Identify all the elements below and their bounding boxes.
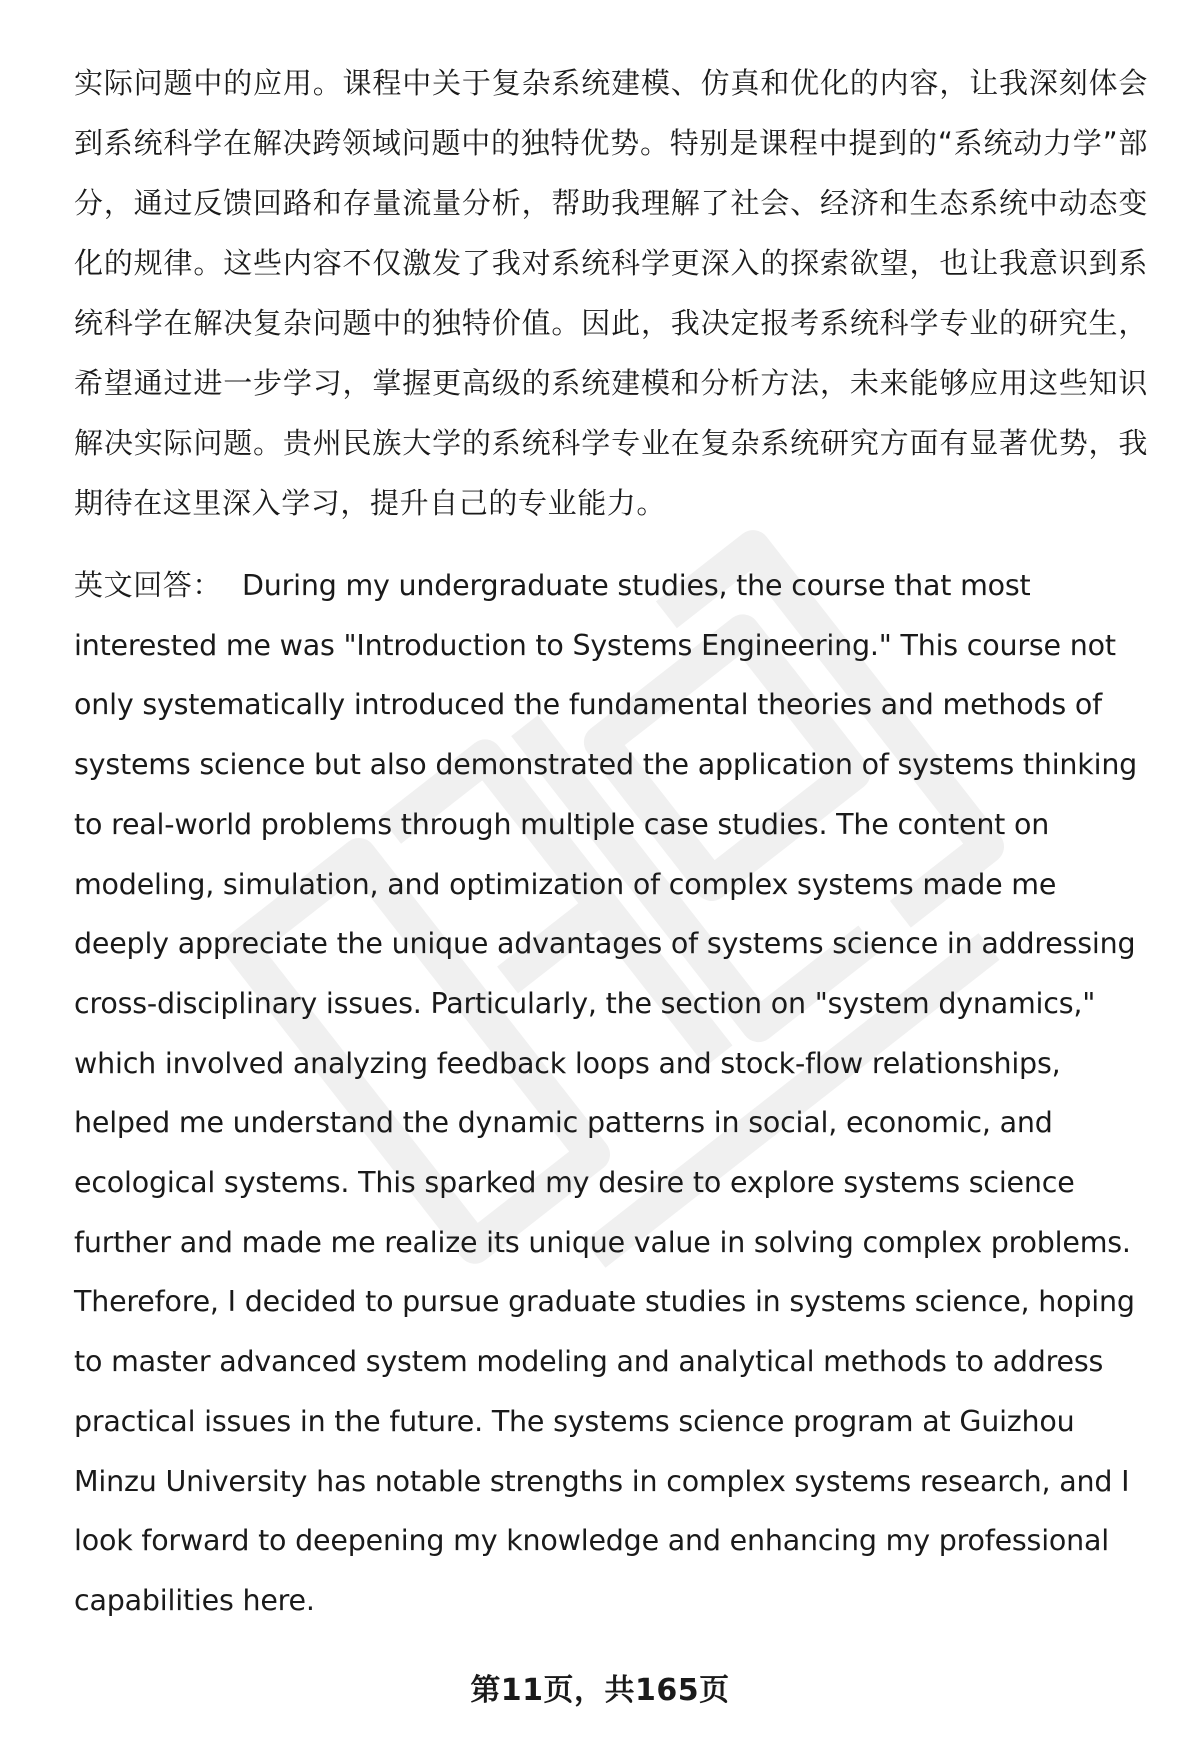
page-number-footer: 第11页，共165页 <box>470 1673 730 1708</box>
chinese-answer-paragraph: 实际问题中的应用。课程中关于复杂系统建模、仿真和优化的内容，让我深刻体会到系统科学在解决跨领域问题中的独特优势。特别是课程中提到的“系统动力学”部分，通过反馈回路和存量流量分析，帮助我理解了社会、经济和生态系统中动态变化的规律。这些内容不仅激发了我对系统科学更深入的探索欲望，也让我意识到系统科学在解决复杂问题中的独特价值。因此，我决定报考系统科学专业的研究生，希望通过进一步学习，掌握更高级的系统建模和分析方法，未来能够应用这些知识解决实际问题。贵州民族大学的系统科学专业在复杂系统研究方面有显著优势，我期待在这里深入学习，提升自己的专业能力。 <box>74 66 1148 520</box>
english-answer-paragraph <box>74 556 1148 1631</box>
english-answer-label: 英文回答： <box>74 568 223 602</box>
english-answer-text: During my undergraduate studies, the course that most interested me was "Introduction to Systems Engineering." This course not only systematically introduced the fundamental theories and methods of systems science but also demonstrated the application of systems thinking to real-world problems through multiple case studies. The content on modeling, simulation, and optimization of complex systems made me deeply appreciate the unique advantages of systems science in addressing cross-disciplinary issues. Particularly, the section on "system dynamics," which involved analyzing feedback loops and stock-flow relationships, helped me understand the dynamic patterns in social, economic, and ecological systems. This sparked my desire to explore systems science further and made me realize its unique value in solving complex problems. Therefore, I decided to pursue graduate studies in systems science, hoping to master advanced system modeling and analytical methods to address practical issues in the future. The systems science program at Guizhou Minzu University has notable strengths in complex systems research, and I look forward to deepening my knowledge and enhancing my professional capabilities here. <box>74 569 1138 1617</box>
